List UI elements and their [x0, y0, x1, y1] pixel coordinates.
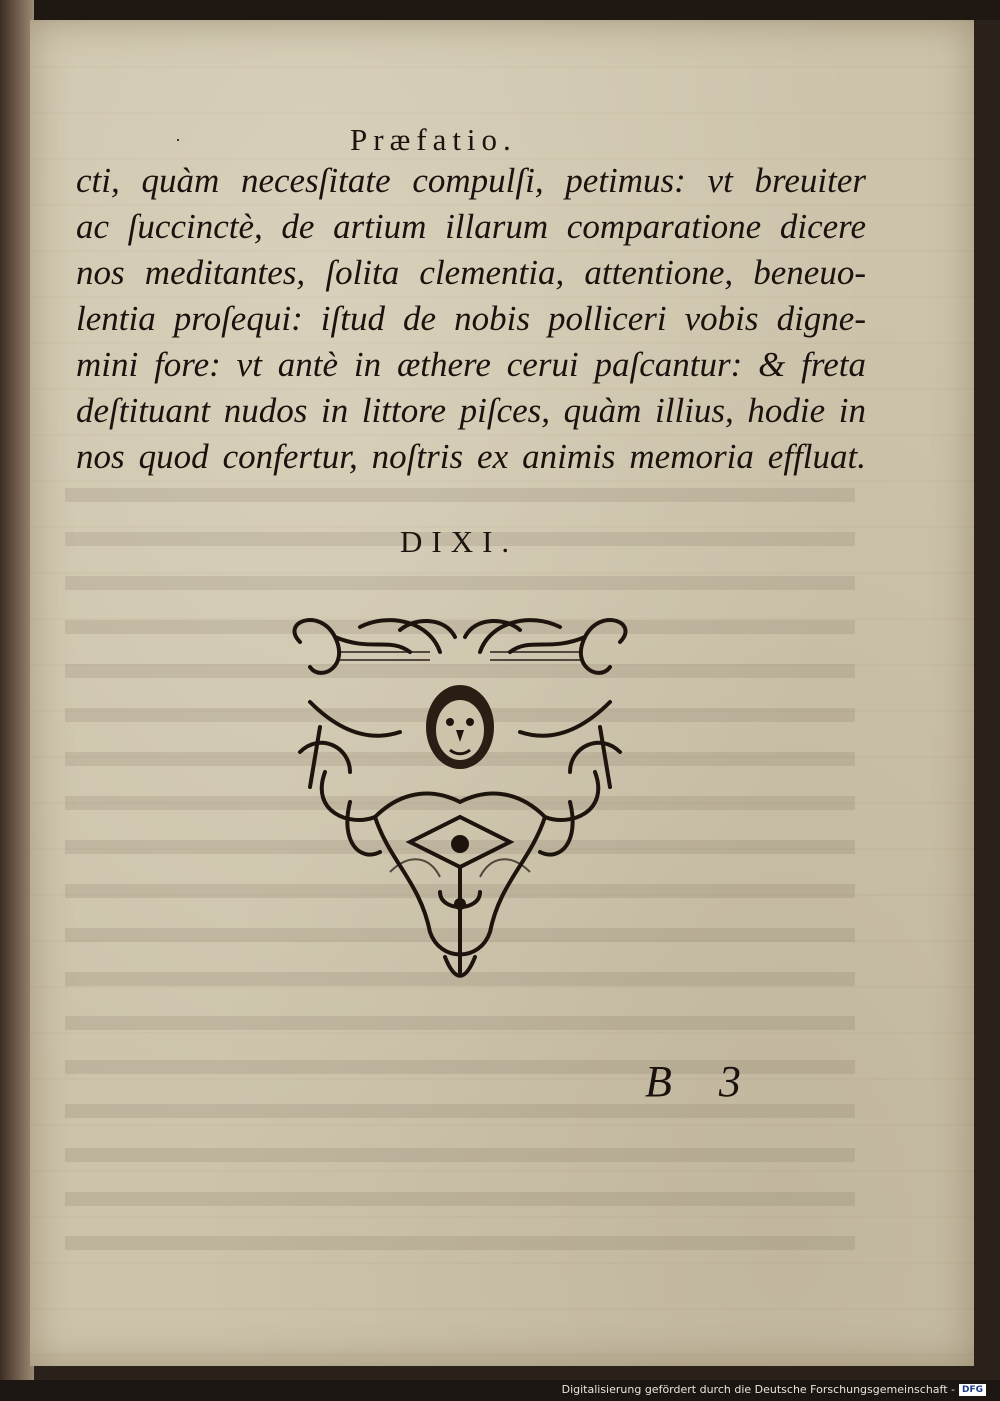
top-edge [0, 0, 1000, 20]
text-line: nos quod confertur, noſtris ex animis memoria effluat. [76, 437, 866, 476]
running-head-text: Præfatio. [350, 122, 517, 157]
footer-credit-text: Digitalisierung gefördert durch die Deutsche Forschungsgemeinschaft - [561, 1383, 955, 1396]
signature-letter: B [645, 1057, 672, 1106]
signature-mark [645, 1056, 741, 1107]
body-text [76, 158, 866, 480]
dfg-logo: DFG [959, 1384, 986, 1396]
text-line: lentia proſequi: iſtud de nobis polliceri vobis digne- [76, 299, 866, 338]
text-line: cti, quàm necesſitate compulſi, petimus: vt breuiter [76, 161, 866, 200]
book-spine [0, 0, 34, 1380]
text-line: ac ſuccinctè, de artium illarum comparatione dicere [76, 207, 866, 246]
signature-number: 3 [718, 1057, 741, 1106]
text-line: nos meditantes, ſolita clementia, attentione, beneuo- [76, 253, 866, 292]
ornament-vignette [280, 612, 640, 984]
text-line: deſtituant nudos in littore piſces, quàm illius, hodie in [76, 391, 866, 430]
text-line: mini fore: vt antè in æthere cerui paſcantur: & freta [76, 345, 866, 384]
footer-credit [562, 1383, 986, 1396]
closing-word: DIXI. [400, 524, 519, 559]
running-head [175, 122, 517, 158]
head-dot: · [175, 130, 187, 150]
